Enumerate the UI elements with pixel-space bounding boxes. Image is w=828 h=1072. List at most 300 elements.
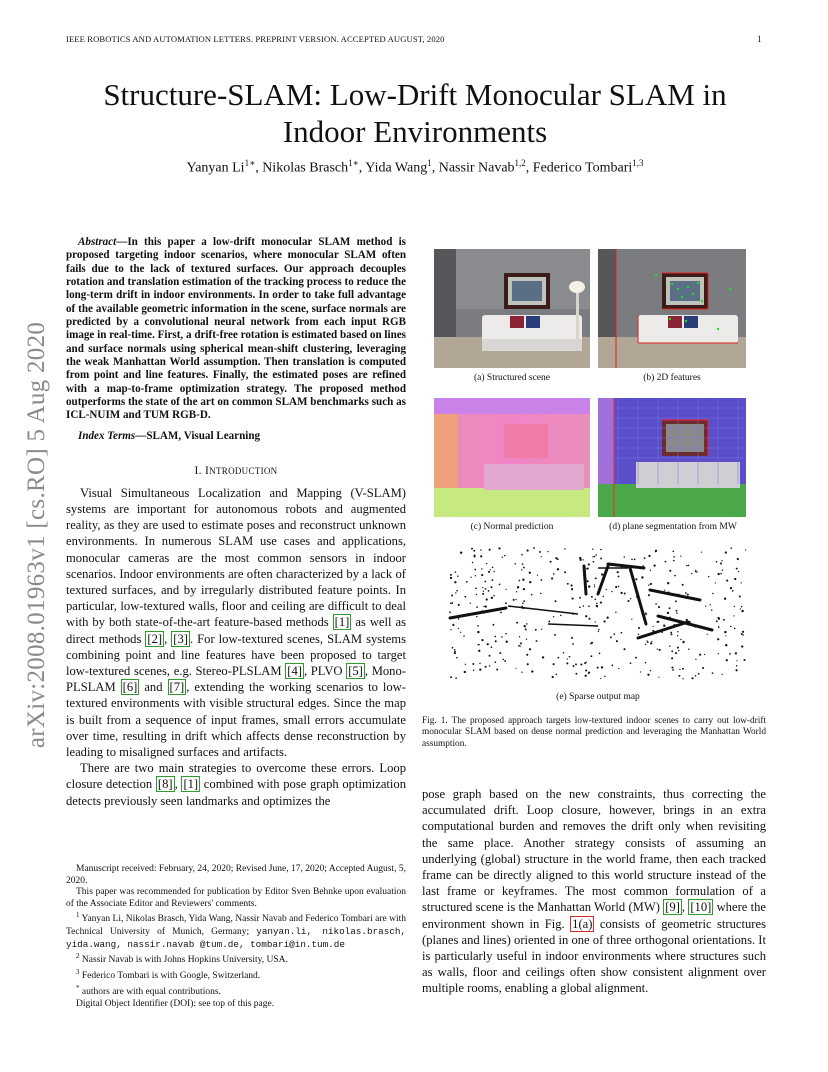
map-point xyxy=(518,645,520,647)
section-heading xyxy=(66,465,406,477)
map-point xyxy=(479,663,480,664)
footnote-3-text: Federico Tombari is with Google, Switzerland. xyxy=(81,971,261,982)
map-point xyxy=(675,600,677,602)
map-point xyxy=(679,669,680,670)
map-point xyxy=(479,668,481,670)
author-affiliation-marker: 1∗ xyxy=(244,158,256,168)
map-point xyxy=(529,648,531,650)
map-point xyxy=(680,639,681,640)
map-point xyxy=(726,580,728,582)
map-point xyxy=(604,620,606,622)
map-point xyxy=(669,645,670,646)
map-point xyxy=(536,640,538,642)
map-point xyxy=(606,617,608,619)
map-point xyxy=(494,636,496,638)
map-point xyxy=(489,655,491,657)
map-point xyxy=(588,618,590,620)
citation-link[interactable]: [8] xyxy=(157,777,173,792)
map-point xyxy=(648,555,650,557)
map-point xyxy=(687,594,689,596)
citation-link[interactable]: [10] xyxy=(690,900,712,915)
map-point xyxy=(492,624,494,626)
map-point xyxy=(489,549,491,551)
map-point xyxy=(631,619,632,620)
map-point xyxy=(640,671,641,672)
map-point xyxy=(557,568,559,570)
citation-link[interactable]: [9] xyxy=(665,900,680,915)
map-point xyxy=(708,576,709,577)
map-point xyxy=(595,554,597,556)
map-point xyxy=(558,657,560,659)
map-point xyxy=(553,616,554,617)
figure-caption: Fig. 1. The proposed approach targets low-textured indoor scenes to carry out low-drift monocular SLAM based on dense normal prediction and leveraging the Manhattan World assumption. xyxy=(422,716,766,749)
map-point xyxy=(598,629,600,631)
map-point xyxy=(495,640,497,642)
subcaption-c: (c) Normal prediction xyxy=(470,522,554,532)
map-point xyxy=(685,592,687,594)
map-point xyxy=(655,603,657,605)
map-point xyxy=(547,551,548,552)
footnote-marker: 3 xyxy=(76,968,80,977)
map-point xyxy=(456,657,458,659)
map-point xyxy=(592,556,593,557)
map-point xyxy=(716,620,718,622)
map-point xyxy=(492,567,494,569)
map-point xyxy=(695,675,697,677)
map-point xyxy=(617,571,619,573)
map-point xyxy=(529,572,531,574)
map-point xyxy=(450,574,452,576)
map-point xyxy=(458,618,460,620)
map-point xyxy=(553,663,555,665)
map-point xyxy=(669,570,671,572)
map-point xyxy=(519,580,521,582)
map-point xyxy=(737,558,739,560)
map-point xyxy=(535,629,537,631)
map-point xyxy=(529,581,531,583)
map-point xyxy=(490,569,491,570)
map-point xyxy=(658,606,660,608)
map-point xyxy=(718,653,719,654)
map-point xyxy=(682,668,684,670)
map-point xyxy=(452,624,454,626)
map-point xyxy=(455,592,456,593)
map-point xyxy=(618,575,620,577)
map-point xyxy=(526,639,527,640)
map-point xyxy=(598,631,599,632)
map-point xyxy=(606,589,607,590)
index-terms-label: Index Terms xyxy=(78,429,136,442)
map-point xyxy=(470,603,471,604)
author-affiliation-marker: 1∗ xyxy=(348,158,359,168)
citation-link[interactable]: 1(a) xyxy=(572,916,593,931)
map-point xyxy=(664,590,665,591)
map-point xyxy=(454,649,456,651)
map-point xyxy=(686,565,687,566)
map-point xyxy=(716,561,718,563)
map-point xyxy=(588,585,590,587)
map-point xyxy=(475,587,477,589)
map-point xyxy=(563,652,565,654)
map-point xyxy=(702,667,704,669)
map-point xyxy=(566,662,568,664)
map-point xyxy=(745,549,746,550)
map-point xyxy=(572,598,574,600)
map-point xyxy=(726,659,728,661)
map-point xyxy=(594,586,595,587)
map-point xyxy=(548,620,550,622)
map-point xyxy=(586,662,587,663)
map-point xyxy=(527,663,529,665)
map-point xyxy=(638,627,640,629)
map-point xyxy=(653,564,655,566)
footnote-received: Manuscript received: February, 24, 2020; Revised June, 17, 2020; Accepted August, 5, 2020. xyxy=(66,864,406,886)
map-point xyxy=(449,611,451,613)
map-point xyxy=(531,594,533,596)
map-point xyxy=(485,588,487,590)
map-point xyxy=(595,621,596,622)
map-point xyxy=(638,634,639,635)
map-point xyxy=(491,586,493,588)
citation-link[interactable]: [1] xyxy=(334,615,350,630)
map-point xyxy=(451,602,453,604)
map-point xyxy=(734,578,736,580)
map-point xyxy=(682,678,683,679)
map-point xyxy=(504,555,505,556)
map-point xyxy=(696,571,697,572)
citation-link[interactable]: [2] xyxy=(147,631,163,646)
map-point xyxy=(496,669,498,671)
map-point xyxy=(743,659,745,661)
map-point xyxy=(460,552,462,554)
map-point xyxy=(473,550,475,552)
map-point xyxy=(735,652,737,654)
map-point xyxy=(730,626,731,627)
author-name: Nikolas Brasch xyxy=(262,160,349,176)
map-point xyxy=(631,558,633,560)
map-point xyxy=(648,594,650,596)
map-point xyxy=(464,671,466,673)
map-point xyxy=(531,670,533,672)
map-point xyxy=(615,586,617,588)
map-point xyxy=(585,615,587,617)
map-point xyxy=(718,618,720,620)
map-point xyxy=(527,549,529,551)
map-point xyxy=(588,605,590,607)
map-point xyxy=(579,557,581,559)
map-point xyxy=(499,652,501,654)
map-point xyxy=(677,631,678,632)
map-point xyxy=(481,574,483,576)
map-point xyxy=(650,570,651,571)
map-point xyxy=(580,663,582,665)
map-point xyxy=(500,612,502,614)
map-point xyxy=(478,650,480,652)
running-head: IEEE ROBOTICS AND AUTOMATION LETTERS. PREPRINT VERSION. ACCEPTED AUGUST, 2020 xyxy=(66,34,445,44)
citation-link[interactable]: [1] xyxy=(183,777,199,792)
map-point xyxy=(741,582,742,583)
map-point xyxy=(596,606,598,608)
map-point xyxy=(571,588,573,590)
map-point xyxy=(487,643,489,645)
map-point xyxy=(677,635,678,636)
subcaption-d: (d) plane segmentation from MW xyxy=(609,522,737,532)
citation-link[interactable]: [6] xyxy=(122,680,138,695)
map-point xyxy=(503,659,505,661)
map-point xyxy=(594,598,596,600)
map-point xyxy=(537,575,538,576)
map-point xyxy=(450,629,451,630)
map-point xyxy=(725,551,727,553)
map-point xyxy=(722,569,723,570)
map-point xyxy=(567,583,569,585)
map-point xyxy=(523,567,525,569)
map-point xyxy=(594,556,596,558)
intro-paragraph-2: There are two main strategies to overcome these errors. Loop closure detection [8] , [1] combined with pose graph optimization detects previously seen landmarks and optimizes the xyxy=(66,761,407,808)
map-point xyxy=(450,676,452,678)
map-point xyxy=(485,666,487,668)
footnote-4 xyxy=(66,983,406,999)
footnote-4-text: authors are with equal contributions. xyxy=(81,986,221,997)
map-point xyxy=(480,549,481,550)
map-point xyxy=(650,642,652,644)
map-point xyxy=(523,600,525,602)
map-point xyxy=(709,604,710,605)
map-point xyxy=(627,600,629,602)
abstract xyxy=(66,236,406,423)
map-point xyxy=(711,609,712,610)
map-point xyxy=(554,634,556,636)
map-point xyxy=(657,648,658,649)
map-point xyxy=(656,621,658,623)
map-point xyxy=(718,626,720,628)
map-point xyxy=(635,657,637,659)
map-point xyxy=(665,561,667,563)
map-point xyxy=(555,600,557,602)
figure-plane-segmentation xyxy=(598,398,746,517)
map-point xyxy=(650,670,651,671)
map-point xyxy=(454,652,456,654)
map-point xyxy=(540,579,542,581)
citation-link[interactable]: [4] xyxy=(287,664,302,679)
map-point xyxy=(470,577,471,578)
figure-normal-prediction xyxy=(434,398,590,517)
map-point xyxy=(477,625,479,627)
map-point xyxy=(699,654,701,656)
map-point xyxy=(550,561,552,563)
map-point xyxy=(476,594,477,595)
map-point xyxy=(734,628,736,630)
map-point xyxy=(571,637,573,639)
map-point xyxy=(741,645,743,647)
map-point xyxy=(498,547,500,549)
map-point xyxy=(483,606,484,607)
map-point xyxy=(564,571,566,573)
map-point xyxy=(739,595,741,597)
map-point xyxy=(618,586,619,587)
map-point xyxy=(450,577,452,579)
map-point xyxy=(591,642,593,644)
figure-2d-features xyxy=(598,249,746,368)
map-point xyxy=(451,595,453,597)
map-point xyxy=(541,629,542,630)
map-point xyxy=(730,547,732,549)
right-paragraph: pose graph based on the new constraints, thus correcting the accumulated drift. Loop closure, however, brings in an extra computational burden and removes the drift only when revisiting the same place. Another strategy consists of assuming an underlying (global) structure in the world frame, then each tracked frame can be directly aligned to this world structure instead of the last frame or keyframes. The most common formulation of a structured scene is the Manhattan World (MW) [9] , [10] where the environment shown in Fig. 1(a) consists of geometric structures (planes and lines) oriented in one of three orthogonal orientations. It is particularly useful in indoor environments where structures such as walls, floor and ceilings often show consistent alignment over multiple rooms, enabling a global alignment. xyxy=(422,787,767,996)
map-point xyxy=(600,602,602,604)
map-point xyxy=(551,578,553,580)
author-affiliation-marker: 1,2 xyxy=(514,158,526,168)
abstract-label: Abstract xyxy=(78,236,117,248)
map-point xyxy=(573,665,575,667)
map-point xyxy=(493,595,495,597)
map-point xyxy=(736,568,738,570)
author-name: Nassir Navab xyxy=(438,160,515,176)
map-point xyxy=(610,636,612,638)
map-point xyxy=(472,562,473,563)
map-point xyxy=(691,573,692,574)
map-point xyxy=(521,569,522,570)
map-point xyxy=(621,632,623,634)
map-point xyxy=(525,629,526,630)
map-point xyxy=(523,588,525,590)
map-point xyxy=(597,667,599,669)
map-point xyxy=(601,666,603,668)
citation-link[interactable]: [5] xyxy=(348,664,363,679)
citation-link[interactable]: [7] xyxy=(169,680,185,695)
map-point xyxy=(572,643,574,645)
map-point xyxy=(488,571,490,573)
map-point xyxy=(477,631,479,633)
map-point xyxy=(482,587,483,588)
map-point xyxy=(673,556,675,558)
map-point xyxy=(600,549,602,551)
map-point xyxy=(482,593,484,595)
map-point xyxy=(735,669,737,671)
map-point xyxy=(658,677,659,678)
map-point xyxy=(724,631,726,633)
map-point xyxy=(650,583,652,585)
map-point xyxy=(489,665,490,666)
map-point xyxy=(591,596,593,598)
map-point xyxy=(583,559,584,560)
map-point xyxy=(472,663,474,665)
map-point xyxy=(494,661,496,663)
map-point xyxy=(676,612,677,613)
map-point xyxy=(720,562,722,564)
map-point xyxy=(659,649,661,651)
map-point xyxy=(596,603,597,604)
map-point xyxy=(541,556,542,557)
map-point xyxy=(667,582,669,584)
map-point xyxy=(725,635,726,636)
map-point xyxy=(450,603,452,605)
map-point xyxy=(465,664,466,665)
map-point xyxy=(630,662,632,664)
map-point xyxy=(486,598,488,600)
map-point xyxy=(519,636,520,637)
map-point xyxy=(670,632,672,634)
map-point xyxy=(593,561,595,563)
map-point xyxy=(736,665,737,666)
map-point xyxy=(502,557,503,558)
map-point xyxy=(475,575,476,576)
map-point xyxy=(698,673,700,675)
map-point xyxy=(526,623,528,625)
map-point xyxy=(741,606,742,607)
author-affiliation-marker: 1 xyxy=(427,158,432,168)
map-point xyxy=(476,606,478,608)
subcaption-b: (b) 2D features xyxy=(643,373,701,383)
subcaption-e: (e) Sparse output map xyxy=(556,692,640,702)
map-point xyxy=(680,555,681,556)
map-point xyxy=(486,563,487,564)
map-point xyxy=(516,668,517,669)
footnote-editor: This paper was recommended for publication by Editor Sven Behnke upon evaluation of the Associate Editor and Reviewers' comments. xyxy=(66,887,406,909)
map-point xyxy=(630,598,631,599)
map-point xyxy=(466,581,468,583)
map-point xyxy=(569,656,571,658)
map-point xyxy=(454,581,456,583)
map-point xyxy=(688,565,690,567)
map-point xyxy=(678,650,679,651)
map-point xyxy=(677,647,679,649)
map-point xyxy=(704,654,705,655)
map-point xyxy=(481,568,482,569)
map-point xyxy=(671,633,673,635)
author-name: Yanyan Li xyxy=(186,160,245,176)
map-point xyxy=(663,625,665,627)
footnote-1 xyxy=(66,910,406,951)
footnotes xyxy=(66,864,406,1010)
footnote-marker: 1 xyxy=(76,911,80,920)
map-point xyxy=(506,641,508,643)
map-point xyxy=(675,610,677,612)
map-point xyxy=(592,549,593,550)
map-point xyxy=(516,622,518,624)
map-point xyxy=(669,607,671,609)
map-point xyxy=(567,658,568,659)
map-point xyxy=(653,626,654,627)
map-point xyxy=(624,593,626,595)
map-point xyxy=(600,557,602,559)
map-point xyxy=(732,590,734,592)
map-point xyxy=(491,597,493,599)
map-point xyxy=(671,657,673,659)
map-point xyxy=(599,653,601,655)
arxiv-watermark xyxy=(14,290,60,780)
map-point xyxy=(722,674,723,675)
map-point xyxy=(651,641,652,642)
map-point xyxy=(560,615,562,617)
map-point xyxy=(553,573,555,575)
map-point xyxy=(524,625,526,627)
map-point xyxy=(688,649,689,650)
map-point xyxy=(618,668,619,669)
map-point xyxy=(564,548,565,549)
map-point xyxy=(718,573,720,575)
map-point xyxy=(671,667,673,669)
map-point xyxy=(474,569,476,571)
map-point xyxy=(521,672,522,673)
map-point xyxy=(499,584,501,586)
map-point xyxy=(623,648,625,650)
citation-link[interactable]: [3] xyxy=(173,631,188,646)
map-point xyxy=(587,580,589,582)
footnote-2 xyxy=(66,951,406,967)
map-point xyxy=(481,639,483,641)
map-point xyxy=(634,559,636,561)
author-name: Yida Wang xyxy=(365,160,428,176)
